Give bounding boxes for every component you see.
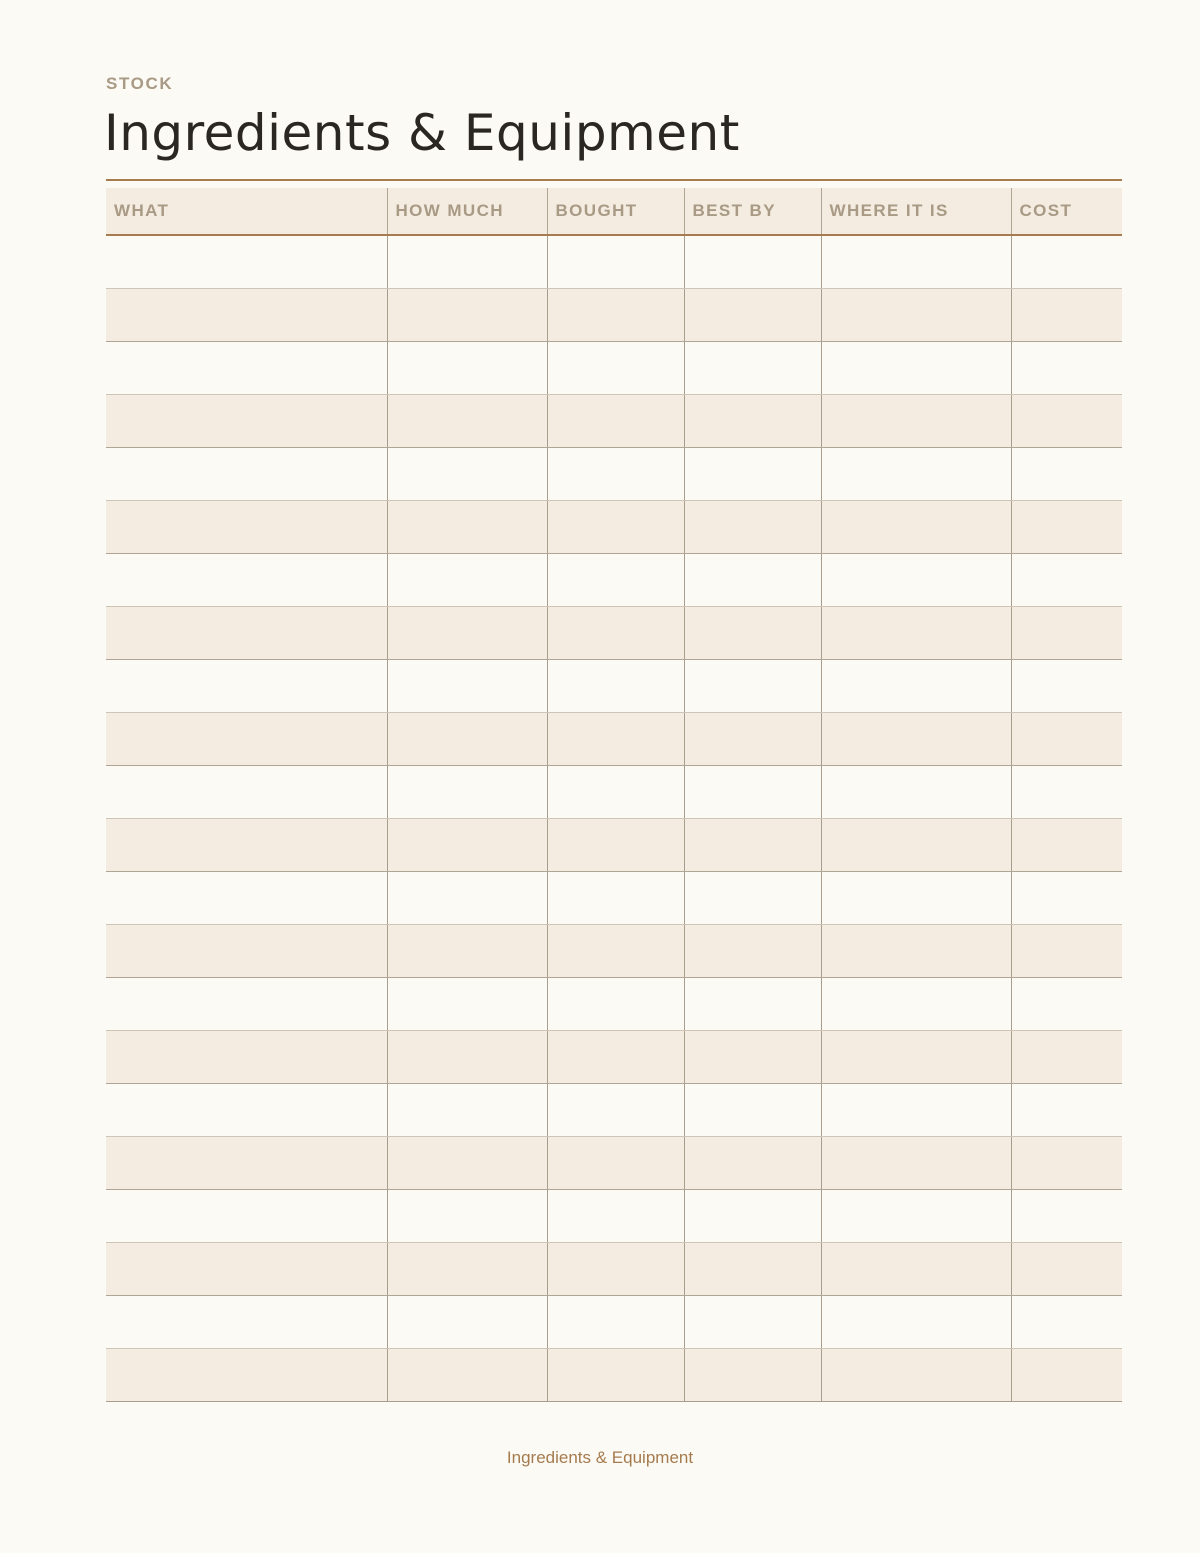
cell-best-by[interactable] bbox=[684, 501, 821, 554]
cell-what[interactable] bbox=[106, 554, 387, 607]
cell-what[interactable] bbox=[106, 607, 387, 660]
cell-best-by[interactable] bbox=[684, 607, 821, 660]
table-row bbox=[106, 925, 1122, 978]
cell-what[interactable] bbox=[106, 1243, 387, 1296]
cell-best-by[interactable] bbox=[684, 554, 821, 607]
cell-where-it-is[interactable] bbox=[821, 819, 1011, 872]
table-row bbox=[106, 872, 1122, 925]
column-header-where-it-is: WHERE IT IS bbox=[821, 188, 1011, 235]
cell-what[interactable] bbox=[106, 1084, 387, 1137]
table-row bbox=[106, 713, 1122, 766]
cell-what[interactable] bbox=[106, 289, 387, 342]
cell-how-much[interactable] bbox=[387, 235, 547, 289]
cell-how-much[interactable] bbox=[387, 289, 547, 342]
cell-where-it-is[interactable] bbox=[821, 1031, 1011, 1084]
cell-how-much[interactable] bbox=[387, 342, 547, 395]
cell-where-it-is[interactable] bbox=[821, 925, 1011, 978]
section-eyebrow: STOCK bbox=[106, 74, 174, 93]
cell-how-much[interactable] bbox=[387, 1031, 547, 1084]
cell-how-much[interactable] bbox=[387, 395, 547, 448]
cell-cost[interactable] bbox=[1011, 819, 1122, 872]
cell-where-it-is[interactable] bbox=[821, 1190, 1011, 1243]
table-row bbox=[106, 342, 1122, 395]
cell-where-it-is[interactable] bbox=[821, 660, 1011, 713]
cell-cost[interactable] bbox=[1011, 1137, 1122, 1190]
cell-what[interactable] bbox=[106, 1190, 387, 1243]
column-header-best-by: BEST BY bbox=[684, 188, 821, 235]
cell-cost[interactable] bbox=[1011, 289, 1122, 342]
inventory-table bbox=[106, 188, 1122, 1402]
cell-best-by[interactable] bbox=[684, 1296, 821, 1349]
table-row bbox=[106, 1190, 1122, 1243]
cell-best-by[interactable] bbox=[684, 713, 821, 766]
cell-bought[interactable] bbox=[547, 395, 684, 448]
cell-how-much[interactable] bbox=[387, 872, 547, 925]
table-row bbox=[106, 660, 1122, 713]
cell-how-much[interactable] bbox=[387, 1190, 547, 1243]
cell-where-it-is[interactable] bbox=[821, 1243, 1011, 1296]
cell-bought[interactable] bbox=[547, 235, 684, 289]
cell-cost[interactable] bbox=[1011, 1243, 1122, 1296]
cell-where-it-is[interactable] bbox=[821, 289, 1011, 342]
page-footer: Ingredients & Equipment bbox=[506, 1448, 694, 1467]
cell-where-it-is[interactable] bbox=[821, 1137, 1011, 1190]
cell-bought[interactable] bbox=[547, 766, 684, 819]
cell-bought[interactable] bbox=[547, 554, 684, 607]
cell-bought[interactable] bbox=[547, 1190, 684, 1243]
cell-where-it-is[interactable] bbox=[821, 713, 1011, 766]
cell-cost[interactable] bbox=[1011, 235, 1122, 289]
table-row bbox=[106, 554, 1122, 607]
cell-how-much[interactable] bbox=[387, 766, 547, 819]
cell-what[interactable] bbox=[106, 1349, 387, 1402]
cell-where-it-is[interactable] bbox=[821, 1349, 1011, 1402]
cell-cost[interactable] bbox=[1011, 660, 1122, 713]
cell-bought[interactable] bbox=[547, 872, 684, 925]
table-row bbox=[106, 819, 1122, 872]
table-row bbox=[106, 448, 1122, 501]
cell-what[interactable] bbox=[106, 925, 387, 978]
cell-bought[interactable] bbox=[547, 1243, 684, 1296]
table-row bbox=[106, 289, 1122, 342]
cell-best-by[interactable] bbox=[684, 660, 821, 713]
cell-bought[interactable] bbox=[547, 1031, 684, 1084]
cell-how-much[interactable] bbox=[387, 925, 547, 978]
cell-best-by[interactable] bbox=[684, 1243, 821, 1296]
cell-how-much[interactable] bbox=[387, 554, 547, 607]
cell-cost[interactable] bbox=[1011, 501, 1122, 554]
cell-best-by[interactable] bbox=[684, 1084, 821, 1137]
cell-where-it-is[interactable] bbox=[821, 448, 1011, 501]
cell-how-much[interactable] bbox=[387, 1243, 547, 1296]
cell-what[interactable] bbox=[106, 235, 387, 289]
cell-bought[interactable] bbox=[547, 1084, 684, 1137]
cell-cost[interactable] bbox=[1011, 713, 1122, 766]
cell-best-by[interactable] bbox=[684, 978, 821, 1031]
cell-cost[interactable] bbox=[1011, 448, 1122, 501]
cell-what[interactable] bbox=[106, 448, 387, 501]
page-title: Ingredients & Equipment bbox=[104, 104, 740, 162]
cell-bought[interactable] bbox=[547, 1137, 684, 1190]
cell-what[interactable] bbox=[106, 872, 387, 925]
cell-bought[interactable] bbox=[547, 660, 684, 713]
cell-where-it-is[interactable] bbox=[821, 554, 1011, 607]
cell-bought[interactable] bbox=[547, 819, 684, 872]
column-header-what: WHAT bbox=[106, 188, 387, 235]
table-row bbox=[106, 501, 1122, 554]
cell-bought[interactable] bbox=[547, 925, 684, 978]
cell-best-by[interactable] bbox=[684, 342, 821, 395]
cell-best-by[interactable] bbox=[684, 766, 821, 819]
cell-what[interactable] bbox=[106, 1296, 387, 1349]
cell-bought[interactable] bbox=[547, 607, 684, 660]
cell-cost[interactable] bbox=[1011, 872, 1122, 925]
table-row bbox=[106, 1349, 1122, 1402]
cell-bought[interactable] bbox=[547, 1296, 684, 1349]
cell-where-it-is[interactable] bbox=[821, 501, 1011, 554]
cell-bought[interactable] bbox=[547, 289, 684, 342]
cell-bought[interactable] bbox=[547, 978, 684, 1031]
cell-how-much[interactable] bbox=[387, 1084, 547, 1137]
cell-where-it-is[interactable] bbox=[821, 872, 1011, 925]
cell-what[interactable] bbox=[106, 978, 387, 1031]
table-row bbox=[106, 1296, 1122, 1349]
cell-cost[interactable] bbox=[1011, 607, 1122, 660]
cell-best-by[interactable] bbox=[684, 448, 821, 501]
cell-bought[interactable] bbox=[547, 342, 684, 395]
column-header-cost: COST bbox=[1011, 188, 1122, 235]
cell-where-it-is[interactable] bbox=[821, 235, 1011, 289]
cell-cost[interactable] bbox=[1011, 1190, 1122, 1243]
table-body bbox=[106, 235, 1122, 1402]
cell-what[interactable] bbox=[106, 766, 387, 819]
cell-where-it-is[interactable] bbox=[821, 607, 1011, 660]
cell-how-much[interactable] bbox=[387, 1349, 547, 1402]
cell-what[interactable] bbox=[106, 819, 387, 872]
cell-cost[interactable] bbox=[1011, 925, 1122, 978]
table-header-row bbox=[106, 188, 1122, 235]
table-row bbox=[106, 1031, 1122, 1084]
cell-where-it-is[interactable] bbox=[821, 766, 1011, 819]
cell-cost[interactable] bbox=[1011, 342, 1122, 395]
cell-best-by[interactable] bbox=[684, 235, 821, 289]
cell-what[interactable] bbox=[106, 1137, 387, 1190]
cell-how-much[interactable] bbox=[387, 713, 547, 766]
cell-cost[interactable] bbox=[1011, 1296, 1122, 1349]
cell-where-it-is[interactable] bbox=[821, 395, 1011, 448]
cell-how-much[interactable] bbox=[387, 1137, 547, 1190]
column-header-bought: BOUGHT bbox=[547, 188, 684, 235]
cell-best-by[interactable] bbox=[684, 395, 821, 448]
cell-cost[interactable] bbox=[1011, 395, 1122, 448]
cell-best-by[interactable] bbox=[684, 1190, 821, 1243]
cell-what[interactable] bbox=[106, 395, 387, 448]
title-divider bbox=[106, 179, 1122, 181]
cell-best-by[interactable] bbox=[684, 1031, 821, 1084]
cell-what[interactable] bbox=[106, 660, 387, 713]
table-row bbox=[106, 1243, 1122, 1296]
cell-cost[interactable] bbox=[1011, 978, 1122, 1031]
cell-bought[interactable] bbox=[547, 1349, 684, 1402]
cell-what[interactable] bbox=[106, 1031, 387, 1084]
cell-where-it-is[interactable] bbox=[821, 1084, 1011, 1137]
cell-best-by[interactable] bbox=[684, 1349, 821, 1402]
cell-how-much[interactable] bbox=[387, 819, 547, 872]
cell-bought[interactable] bbox=[547, 501, 684, 554]
cell-where-it-is[interactable] bbox=[821, 342, 1011, 395]
cell-cost[interactable] bbox=[1011, 1084, 1122, 1137]
cell-cost[interactable] bbox=[1011, 554, 1122, 607]
cell-best-by[interactable] bbox=[684, 819, 821, 872]
table-row bbox=[106, 395, 1122, 448]
cell-where-it-is[interactable] bbox=[821, 978, 1011, 1031]
cell-what[interactable] bbox=[106, 713, 387, 766]
cell-what[interactable] bbox=[106, 342, 387, 395]
table-row bbox=[106, 1084, 1122, 1137]
table-row bbox=[106, 978, 1122, 1031]
cell-bought[interactable] bbox=[547, 448, 684, 501]
cell-cost[interactable] bbox=[1011, 1031, 1122, 1084]
table-row bbox=[106, 1137, 1122, 1190]
cell-best-by[interactable] bbox=[684, 872, 821, 925]
cell-how-much[interactable] bbox=[387, 1296, 547, 1349]
cell-best-by[interactable] bbox=[684, 1137, 821, 1190]
column-header-how-much: HOW MUCH bbox=[387, 188, 547, 235]
cell-how-much[interactable] bbox=[387, 607, 547, 660]
cell-how-much[interactable] bbox=[387, 501, 547, 554]
cell-how-much[interactable] bbox=[387, 448, 547, 501]
cell-how-much[interactable] bbox=[387, 660, 547, 713]
table-row bbox=[106, 766, 1122, 819]
cell-bought[interactable] bbox=[547, 713, 684, 766]
cell-cost[interactable] bbox=[1011, 1349, 1122, 1402]
table-row bbox=[106, 607, 1122, 660]
cell-where-it-is[interactable] bbox=[821, 1296, 1011, 1349]
cell-cost[interactable] bbox=[1011, 766, 1122, 819]
table-row bbox=[106, 235, 1122, 289]
cell-best-by[interactable] bbox=[684, 289, 821, 342]
cell-how-much[interactable] bbox=[387, 978, 547, 1031]
cell-best-by[interactable] bbox=[684, 925, 821, 978]
cell-what[interactable] bbox=[106, 501, 387, 554]
